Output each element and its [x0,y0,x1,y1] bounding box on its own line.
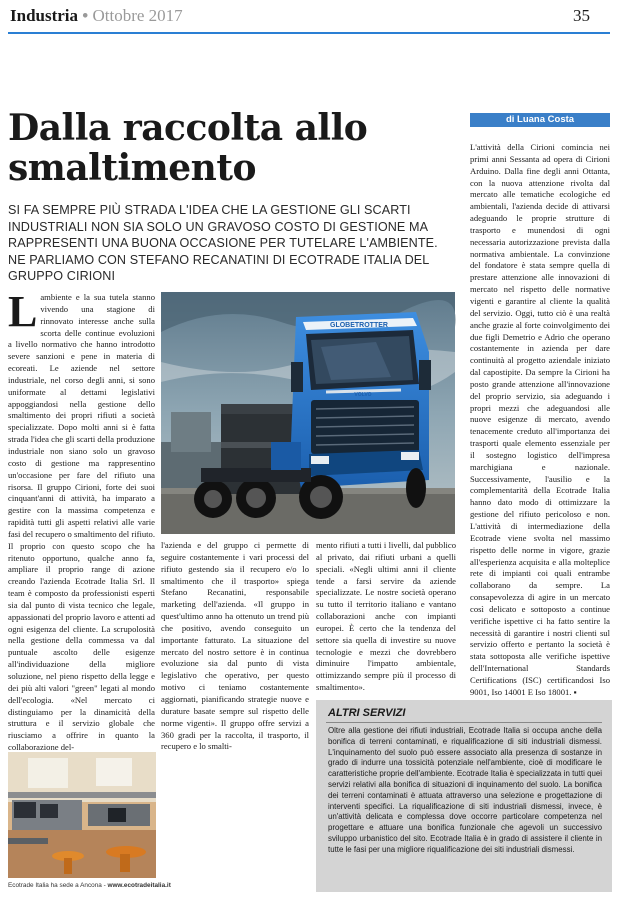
truck-illustration [161,292,455,534]
office-photo [8,752,156,878]
truck-lettering: GLOBETROTTER [330,322,388,329]
sidebar-box [316,700,612,892]
photo-caption [8,882,171,889]
article-column-1 [8,287,155,753]
header-separator: • [78,6,93,25]
column-1-text: ambiente e la sua tutela stanno vivendo una stagione di rinnovato interesse anche sulla scorta delle continue evoluzioni a livello normativo che hanno introdotto severe sanzioni e pene in materia di ecoreati. Le aziende nel settore industriale, nel corso degli anni, si sono uniformate al dettami legislativi appoggiandosi nella gestione dello smaltimento dei propri rifiuti a società specializzate. Dopo molti anni si è fatta strada l'idea che gli scarti della produzione industriale non siano solo un gravoso costo di gestione ma rappresentino un'occasione per fare del rifiuto una risorsa. Il gruppo Cirioni, forte dei suoi cinquant'anni di attività, ha imparato a gestire con la massima competenza e rapidità tutti gli aspetti relativi alle varie fasi del recupero o smaltimento del rifiuto. Il proprio con questo scopo che ha ritenuto opportuno, qualche anno fa, ampliare il proprio range di azione creando l'azienda Ecotrade Italia Srl. Il team è composto da professionisti esperti sia dal punto di vista tecnico che legale, appassionati del proprio lavoro e attenti ad ogni esigenza del cliente. La scrupolosità nella gestione della commessa va dal puntuale ascolto delle esigenze all'individuazione della migliore soluzione, nel pieno rispetto della legge e dei più alti valori "green" legati al mondo dell'ecologia. «Nel mercato ci distinguiamo per la dinamicità della struttura e il servizio globale che riusciamo a offrire in quanto la collaborazione del- [8,292,155,753]
issue-date: Ottobre 2017 [92,6,183,25]
sidebar-title: ALTRI SERVIZI [328,707,406,719]
truck-photo [161,292,455,534]
page-number: 35 [573,6,590,25]
drop-cap: L [8,287,38,336]
author-bar [470,113,610,127]
caption-link[interactable]: www.ecotradeitalia.it [107,882,171,889]
caption-text: Ecotrade Italia ha sede a Ancona - [8,882,108,889]
article-column-4: L'attività della Cirioni comincia nei primi anni Sessanta ad opera di Cirioni Arduino. Dalla fine degli anni Ottanta, con la nuova attenzione rivolta dal mercato alle tematiche ecologiche ed ambientali, l'azienda decide di attivarsi adeguando le proprie strutture di trasporto e munendosi di ogni necessaria autorizzazione prevista dalla normativa ambientale. La convinzione del fondatore è stata sempre quella di prestare attenzione alle innovazioni di mercato nel rispetto delle normative vigenti e garantire al cliente la qualità del servizio. Oggi, tutto ciò è una realtà anche grazie al forte coinvolgimento dei due figli Demetrio e Adrio che operano costantemente in azienda per dare continuità al progetto aziendale iniziato dal capostipite. Da sempre la Cirioni ha posto grande attenzione all'innovazione del proprio servizio, sia adeguando i propri mezzi che adeguandosi alle nuove esigenze di mercato, avendo tenacemente creduto all'importanza dei trasporti quale elemento essenziale per il sostegno logistico dell'impresa marchigiana e nazionale. Successivamente, l'ausilio e la complementarità della Ecotrade Italia hanno dato modo di ottimizzare la gestione del rifiuto pericoloso e non. L'attività di intermediazione della Ecotrade viene svolta nel massimo rispetto delle norme in vigore, grazie all'esperienza acquisita e alla molteplice rete di impianti coi quali entrambe collaborano da sempre. La consapevolezza di agire in un mercato così delicato e sottoposto a continue verifiche ispettive ci ha fatto sentire la necessità di garantire i nostri clienti sul servizio offerto e pertanto la società è stata sottoposta alle verifiche ispettive dell'International Standards Certifications (ISC) certificandosi Iso 9001, Iso 14001 E Iso 18001. ▪ [470,142,610,697]
article-deck: SI FA SEMPRE PIÙ STRADA L'IDEA CHE LA GESTIONE GLI SCARTI INDUSTRIALI NON SIA SOLO UN GRAVOSO COSTO DI GESTIONE MA RAPPRESENTI UNA BUONA OCCASIONE PER TUTELARE L'AMBIENTE. NE PARLIAMO CON STEFANO RECANATINI DI ECOTRADE ITALIA DEL GRUPPO CIRIONI [8,203,438,284]
page-header [0,0,618,34]
sidebar-rule [326,722,602,723]
section-label [10,6,183,26]
sidebar-text: Oltre alla gestione dei rifiuti industriali, Ecotrade Italia si occupa anche della bonifica di terreni contaminati, e riqualificazione di siti industriali dismessi. L'inquinamento del suolo può essere associato alla presenza di sostanze in grado di indurre una tossicità potenziale nell'ambiente, cioè di modificare le caratteristiche proprie dell'ambiente. Ecotrade Italia è specializzata in tutti quei servizi relativi alla bonifica di situazioni di inquinamento del suolo. La bonifica dei terreni contaminati è attuata attraverso una selezione e progettazione di interventi specifici. La riqualificazione di siti industriali dismessi, invece, è un'attività delicata e complessa dove occorre particolare competenza nel progettare e attuare una bonifica funzionale che agevoli un successivo sviluppo urbanistico del sito. Ecotrade Italia è in grado di assistere il cliente in tutte le fasi per una migliore riqualificazione dei siti industriali dismessi. [328,726,602,854]
article-column-3: mento rifiuti a tutti i livelli, dal pubblico al privato, dai rifiuti urbani a quelli speciali. «Negli ultimi anni il cliente tende a farsi servire da aziende specializzate. Le nostre società operano su tutto il territorio italiano e vantano collaborazioni anche con impianti europei. È certo che la tendenza del settore sia quella di investire su nuove tecnologie e mezzi che dovrebbero diminuire l'impatto ambientale, ottimizzando sempre più il processo di smaltimento». [316,540,456,693]
section-name: Industria [10,6,79,25]
author-byline: di Luana Costa [505,114,575,125]
office-illustration [8,752,156,878]
article-title: Dalla raccolta allo smaltimento [8,107,368,189]
header-rule [8,32,610,34]
truck-brand: VOLVO [354,392,372,398]
article-column-2: l'azienda e del gruppo ci permette di seguire costantemente i vari processi del rifiuto gestendo sia il recupero e/o lo smaltimento che il trasporto» spiega Stefano Recanatini, responsabile marketing dell'azienda. «Il gruppo in quest'ultimo anno ha ottenuto un trend più che positivo, avendo conseguito un importante fatturato. La situazione del mercato del nostro settore è in continua evoluzione sia dal punto di vista legislativo che operativo, per questo motivo ci teniamo costantemente aggiornati, pianificando strategie nuove e durature basate sempre sul rispetto delle norme vigenti». Il gruppo offre servizi a 360 gradi per la raccolta, il trasporto, il recupero e lo smalti- [161,540,309,752]
